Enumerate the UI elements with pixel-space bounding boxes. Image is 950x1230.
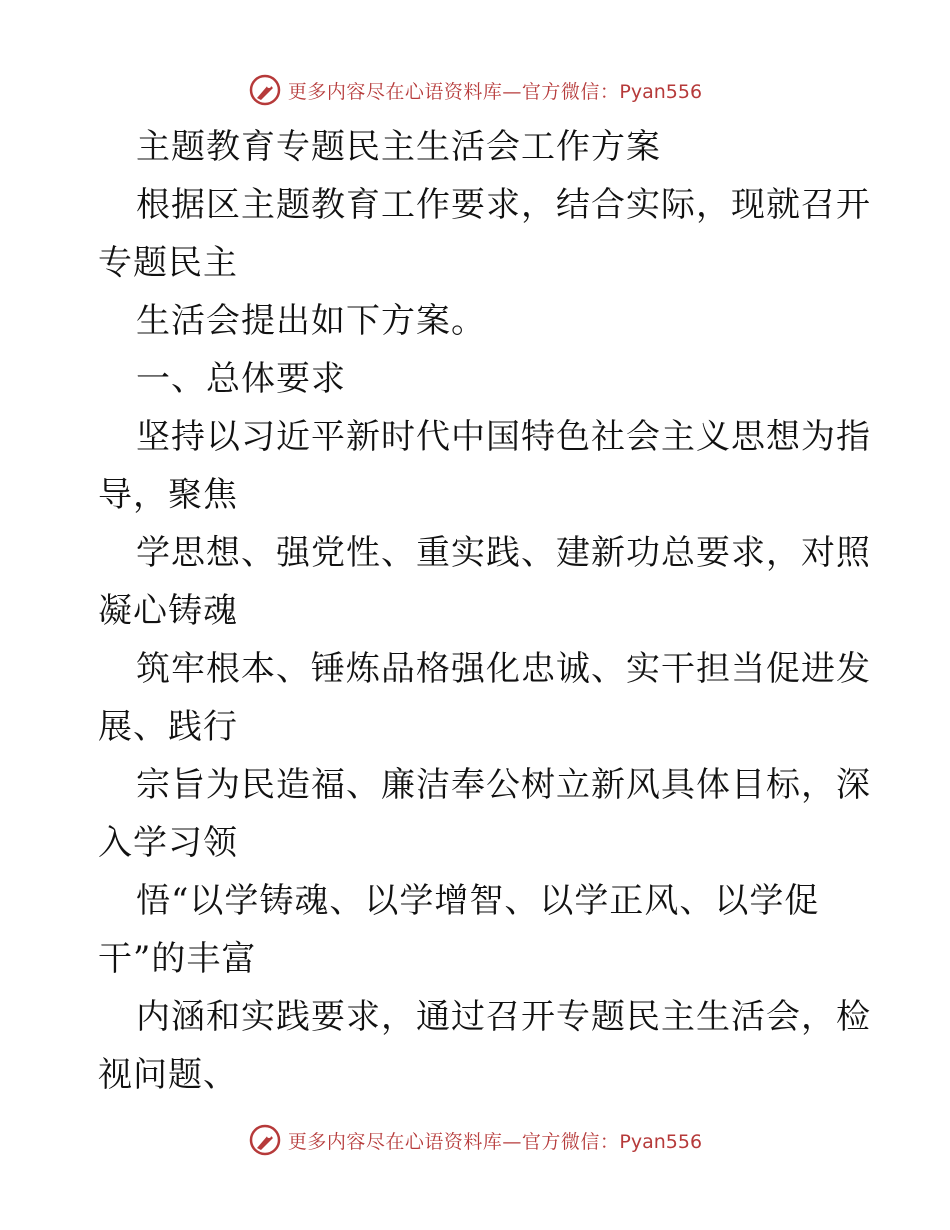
footer-banner-text: 更多内容尽在心语资料库—官方微信：Pyan556 — [287, 1130, 703, 1153]
text-line: 筑牢根本、锤炼品格强化忠诚、实干担当促进发 — [136, 649, 871, 689]
text-line: 凝心铸魂 — [98, 591, 238, 631]
header-banner-text: 更多内容尽在心语资料库—官方微信：Pyan556 — [287, 80, 703, 103]
text-line: 视问题、 — [98, 1055, 238, 1095]
section-heading: 一、总体要求 — [136, 359, 346, 399]
text-line: 根据区主题教育工作要求，结合实际，现就召开 — [136, 185, 871, 225]
text-line: 宗旨为民造福、廉洁奉公树立新风具体目标，深 — [136, 765, 871, 805]
text-line: 专题民主 — [98, 243, 238, 283]
text-line: 入学习领 — [98, 823, 238, 863]
header-banner-handle: Pyan556 — [619, 80, 703, 103]
text-line: 导，聚焦 — [98, 475, 238, 515]
footer-banner-handle: Pyan556 — [619, 1130, 703, 1153]
pen-nib-logo-icon — [248, 1123, 282, 1157]
text-line: 干”的丰富 — [98, 939, 257, 979]
text-line: 悟“以学铸魂、以学增智、以学正风、以学促 — [136, 881, 820, 921]
pen-nib-logo-icon — [248, 73, 282, 107]
footer-banner — [0, 1120, 950, 1160]
header-banner — [0, 70, 950, 110]
text-line: 展、践行 — [98, 707, 238, 747]
text-line: 坚持以习近平新时代中国特色社会主义思想为指 — [136, 417, 871, 457]
text-line: 学思想、强党性、重实践、建新功总要求，对照 — [136, 533, 871, 573]
document-body — [98, 118, 871, 1104]
text-line: 生活会提出如下方案。 — [136, 301, 486, 341]
document-title: 主题教育专题民主生活会工作方案 — [136, 127, 661, 167]
text-line: 内涵和实践要求，通过召开专题民主生活会，检 — [136, 997, 871, 1037]
